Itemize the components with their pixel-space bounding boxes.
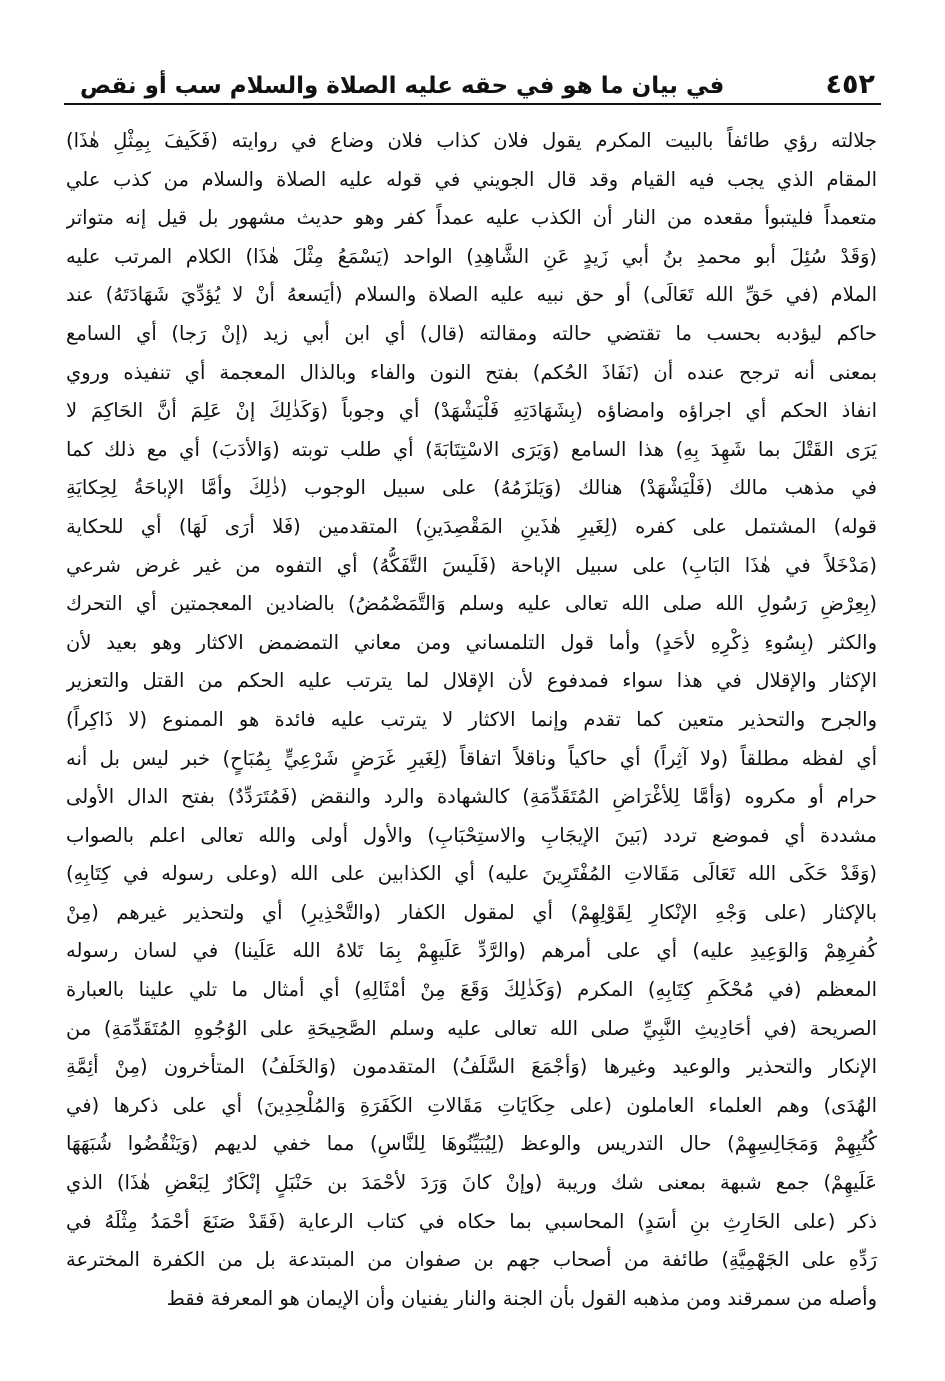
text-line: والكثر (بِسُوءِ ذِكْرِهِ لأحَدٍ) وأما قول التلمساني ومن معاني التمضمض الاكثار وهو بعيد لأن	[66, 630, 877, 654]
text-line: متعمداً فليتبوأ مقعده من النار أن الكذب عليه عمداً كفر وهو حديث مشهور بل قيل إنه متواتر	[66, 206, 877, 230]
text-line: الإنكار والتحذير والوعيد وغيرها (وَأجْمَعَ السَّلَفُ) المتقدمون (وَالخَلَفُ) المتأخرون (مِنْ أئِمَّةِ	[66, 1055, 877, 1079]
text-line: جلالته رؤي طائفاً بالبيت المكرم يقول فلان كذاب فلان وضاع في روايته (فَكَيفَ بِمِثْلِ هٰذَا)	[66, 129, 877, 152]
text-line: المقام الذي يجب فيه القيام وقد قال الجويني في قوله عليه الصلاة والسلام من كذب علي	[66, 167, 877, 191]
text-line: كُفرِهِمْ وَالوَعِيدِ عليه) أي على أمرهم (والرَّدِّ عَلَيهِمْ بِمَا تَلاهُ الله عَلَينا) في لسان رسوله	[66, 939, 877, 963]
text-line: (وَقَدْ سُئِلَ أبو محمدِ بنُ أبي زَيدٍ عَنِ الشَّاهِدِ) الواحد (يَسْمَعُ مِثْلَ هٰذَا) الكلام المرتب عليه	[66, 244, 877, 268]
text-line: الإكثار والإقلال في هذا سواء فمدفوع لأن الإقلال لما يترتب عليه الحكم من القتل والتعزير	[66, 669, 877, 693]
text-line: مشددة أي فموضع تردد (بَينَ الإيجَابِ والاستِحْبَابِ) والأول أولى والله تعالى اعلم بالصواب	[66, 823, 877, 847]
text-line: (مَدْخَلاً في هٰذَا البَابِ) على سبيل الإباحة (فَلَيسَ التَّفَكُّهُ) أي التفوه من غير غرض شرعي	[66, 553, 877, 577]
text-line: الهُدَى) وهم العلماء العاملون (على حِكَايَاتِ مَقَالاتِ الكَفَرَةِ وَالمُلْحِدِينَ) أي على ذكرها (في	[66, 1093, 877, 1117]
text-line: المعظم (في مُحْكَمِ كِتَابِهِ) المكرم (وَكَذٰلِكَ وَقَعَ مِنْ أمْثَالِهِ) أي أمثال ما تلي علينا بالعبارة	[66, 978, 877, 1002]
text-line: بالإكثار (على وَجْهِ الإنْكارِ لِقَوْلِهِمْ) أي لمقول الكفار (والتَّحْذِيرِ) أي ولتحذير غيرهم (مِنْ	[66, 900, 877, 924]
page-header	[80, 52, 875, 98]
text-line: انفاذ الحكم أي اجراؤه وامضاؤه (بِشَهَادَتِهِ فَلْيَشْهَدْ) أي وجوباً (وَكَذٰلِكَ إنْ عَلِمَ أنَّ الحَاكِمَ لا	[66, 399, 877, 423]
text-line: قوله) المشتمل على كفره (لِغَيرِ هٰذَينِ المَقْصِدَينِ) المتقدمين (فَلا أرَى لَهَا) أي للحكاية	[66, 514, 877, 538]
header-divider	[64, 103, 881, 105]
text-line: ذكر (على الحَارِثِ بنِ أسَدٍ) المحاسبي بما حكاه في كتاب الرعاية (فَقَدْ صَنَعَ أحْمَدُ مِثْلَهُ في	[66, 1209, 877, 1233]
text-line: في مذهب مالك (فَلْيَشْهَدْ) هنالك (وَيَلزَمُهُ) على سبيل الوجوب (ذٰلِكَ وأمَّا الإباحَةُ لِحِكايَةِ	[66, 476, 877, 500]
text-line: يَرَى القَتْلَ بما شَهِدَ بِهِ) هذا السامع (وَيَرَى الاسْتِتَابَةَ) أي طلب توبته (وَالأدَبَ) أي مع ذلك كما	[66, 437, 877, 461]
text-line: وأصله من سمرقند ومن مذهبه القول بأن الجنة والنار يفنيان وأن الإيمان هو المعرفة فقط	[166, 1286, 877, 1310]
text-line: عَلَيهِمْ) جمع شبهة بمعنى شك وريبة (وإنْ كانَ وَرَدَ لأحْمَدَ بن حَنْبَلٍ إنْكَارٌ لِبَعْضِ هٰذَا) الذي	[66, 1171, 877, 1195]
page-number: ٤٥٢	[825, 69, 875, 100]
text-line: بمعنى أنه ترجح عنده أن (نَفَاذَ الحُكم) بفتح النون والفاء وبالذال المعجمة أي تنفيذه وروي	[66, 360, 877, 384]
text-line: الملام (في حَقِّ الله تَعَالَى) أو حق نبيه عليه الصلاة والسلام (أيَسعهُ أنْ لا يُؤدِّيَ شَهَادَتَهُ) عند	[66, 283, 877, 307]
text-line: (وَقَدْ حَكَى الله تَعَالَى مَقَالاتِ المُفْتَرِينَ عليه) أي الكذابين على الله (وعلى رسوله في كِتَابِهِ)	[66, 862, 877, 886]
running-title: في بيان ما هو في حقه عليه الصلاة والسلام سب أو نقص	[80, 73, 725, 99]
text-line: حرام أو مكروه (وَأمَّا لِلأغْرَاضِ المُتَقَدِّمَةِ) كالشهادة والرد والنقض (فَمُتَرَدِّدٌ) بفتح الدال الأولى	[66, 785, 877, 809]
text-line: رَدِّهِ على الجَهْمِيَّةِ) طائفة من أصحاب جهم بن صفوان من المبتدعة بل من الكفرة المخترعة	[66, 1248, 877, 1272]
text-line: الصريحة (في أحَادِيثِ النَّبِيِّ صلى الله تعالى عليه وسلم الصَّحِيحَةِ على الوُجُوهِ المُتَقَدِّمَةِ) من	[66, 1016, 877, 1040]
text-line: كُتُبِهِمْ وَمَجَالِسِهِمْ) حال التدريس والوعظ (لِيُبَيِّنُوهَا لِلنَّاسِ) مما خفي لديهم (وَيَنْقُضُوا شُبَهَهَا	[66, 1132, 877, 1156]
commentary-text	[66, 122, 877, 1318]
text-line: أي لفظه مطلقاً (ولا آثِراً) أي حاكياً وناقلاً اتفاقاً (لِغَيرِ غَرَضٍ شَرْعِيٍّ بِمُبَاحٍ) خبر ليس بل أنه	[66, 746, 877, 770]
text-line: والجرح والتحذير متعين كما تقدم وإنما الاكثار لا يترتب عليه فائدة هو الممنوع (لا ذَاكِراً)	[66, 707, 877, 731]
text-line: حاكم ليؤدبه بحسب ما تقتضي حالته ومقالته (قال) أي ابن أبي زيد (إنْ رَجا) أي السامع	[66, 321, 877, 345]
text-line: (بِعِرْضِ رَسُولِ الله صلى الله تعالى عليه وسلم وَالتَّمَضْمُضُ) بالضادين المعجمتين أي التحرك	[66, 592, 877, 616]
